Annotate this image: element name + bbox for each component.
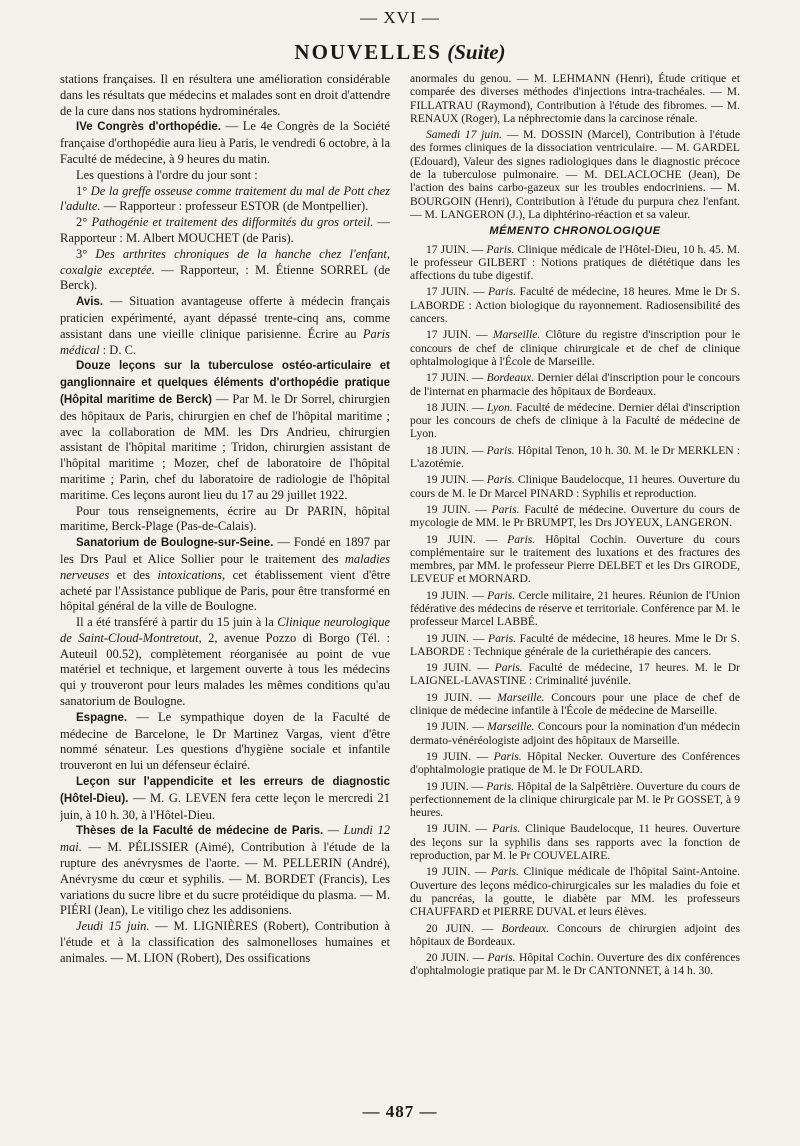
memento-entry	[410, 865, 740, 918]
paragraph-douze-lecons: Douze leçons sur la tuberculose ostéo-articulaire et ganglionnaire et quelques éléments d'orthopédie pratique (Hôpital maritime de Berck) — Par M. le Dr Sorrel, chirurgien des hôpitaux de Paris, chirurgien en chef de l'hôpital maritime ; avec la collaboration de MM. les Drs Andrieu, chirurgien assistant de l'hôpital maritime ; Tridon, chirurgien assistant de l'hôpital maritime ; Mozer, chef de laboratoire de l'hôpital maritime ; Parin, chef du laboratoire de radiologie de l'hôpital maritime. Ces leçons auront lieu du 17 au 29 juillet 1922.	[60, 360, 390, 502]
paragraph-sanatorium: Sanatorium de Boulogne-sur-Seine. — Fondé en 1897 par les Drs Paul et Alice Sollier pour le traitement des maladies nerveuses et des intoxications, cet établissement vient d'être acheté par l'Assistance publique de Paris, pour être transformé en hôpital général de la ville de Boulogne.	[60, 535, 390, 614]
section-head: Espagne.	[76, 711, 128, 724]
entry-place: Paris.	[493, 749, 522, 763]
entry-place: Paris.	[491, 502, 520, 516]
paragraph-lecon: Leçon sur l'appendicite et les erreurs de diagnostic (Hôtel-Dieu). — M. G. LEVEN fera cette leçon le mercredi 21 juin, à 10 h. 30, à l'Hôtel-Dieu.	[60, 776, 390, 822]
entry-place: Paris.	[507, 532, 536, 546]
entry-place: Paris.	[486, 473, 515, 487]
entry-place: Lyon.	[486, 400, 513, 414]
entry-place: Paris.	[488, 631, 517, 645]
paragraph: Pour tous renseignements, écrire au Dr PARIN, hôpital maritime, Berck-Plage (Pas-de-Calais).	[60, 503, 390, 534]
entry-text: Clinique médicale de l'Hôtel-Dieu, 10 h. 45. M. le professeur GILBERT : Notions pratiques de diététique dans les affections du tube digestif.	[410, 242, 740, 283]
memento-entry	[410, 444, 740, 471]
memento-entry	[410, 661, 740, 688]
entry-date: 19 JUIN. —	[426, 720, 488, 734]
entry-text: Hôpital de la Salpêtrière. Ouverture du cours de perfectionnement de la clinique chirurgicale par M. le Pr GOSSET, à 9 heures.	[410, 779, 740, 820]
entry-date: 19 JUIN. —	[426, 631, 489, 645]
entry-date: 19 JUIN. —	[426, 473, 487, 487]
paragraph: anormales du genou. — M. LEHMANN (Henri), Étude critique et comparée des diverses méthodes d'injections intra-trachéales. — M. FILLATRAU (Raymond), Contribution à l'étude des fibromes. — M. RENAUX (Roger), La néphrectomie dans la carcinose rénale.	[410, 72, 740, 125]
memento-entry	[410, 285, 740, 325]
entry-text: Faculté de médecine. Ouverture du cours de mycologie de MM. le Pr BRUMPT, les Drs JOYEUX, LANGERON.	[410, 502, 740, 530]
entry-place: Paris.	[486, 242, 515, 256]
entry-place: Bordeaux.	[501, 921, 550, 935]
entry-text: Clinique Baudelocque, 11 heures. Ouverture du cours de M. le Dr Marcel PINARD : Syphilis et reproduction.	[410, 473, 740, 500]
entry-date: 18 JUIN. —	[426, 443, 487, 457]
entry-place: Paris.	[486, 443, 515, 457]
entry-text: Concours pour la nomination d'un médecin dermato-vénéréologiste adjoint des hôpitaux de Marseille.	[410, 720, 740, 747]
entry-text: Faculté de médecine. Dernier délai d'inscription pour les concours de chefs de clinique à la Faculté de médecine de Lyon.	[410, 400, 740, 441]
entry-date: 18 JUIN. —	[426, 400, 487, 414]
entry-date: 19 JUIN. —	[426, 532, 508, 546]
memento-entry	[410, 371, 740, 398]
memento-entry	[410, 720, 740, 747]
entry-text: Clinique médicale de l'hôpital Saint-Antoine. Ouverture des leçons médico-chirurgicales sur les maladies du foie et du pancréas, la goutte, le diabète par MM. les professeurs CHAUFFARD et PIERRE DUVAL et leurs élèves.	[410, 865, 740, 919]
paragraph-avis: Avis. — Situation avantageuse offerte à médecin français praticien expérimenté, ayant dépassé trente-cinq ans, comme assistant dans une vieille clinique parisienne. Écrire au Paris médical : D. C.	[60, 294, 390, 357]
page-number: — 487 —	[362, 1102, 438, 1121]
paragraph-theses: Thèses de la Faculté de médecine de Paris. — Lundi 12 mai. — M. PÉLISSIER (Aimé), Contribution à l'étude de la rupture des anévrysmes de l'aorte. — M. PELLERIN (André), Anévrysme du cœur et syphilis. — M. BORDET (Francis), Les variations du sucre libre et du sucre protéidique du plasma. — M. PIÉRI (Jean), Le vitiligo chez les addisoniens.	[60, 823, 390, 918]
entry-date: 19 JUIN. —	[426, 502, 492, 516]
memento-entry	[410, 401, 740, 441]
page-heading	[0, 40, 800, 65]
memento-entry	[410, 750, 740, 777]
entry-date: 17 JUIN. —	[426, 285, 489, 299]
entry-text: Hôpital Cochin. Ouverture des dix conférences d'ophtalmologie pratique par M. le Dr CANTONNET, à 14 h. 30.	[410, 951, 740, 978]
memento-entry	[410, 243, 740, 283]
paragraph-congres: IVe Congrès d'orthopédie. — Le 4e Congrès de la Société française d'orthopédie aura lieu à Paris, le vendredi 6 octobre, à la Faculté de médecine, à 9 heures du matin.	[60, 119, 390, 166]
entry-place: Paris.	[492, 822, 521, 836]
entry-date: 19 JUIN. —	[426, 779, 487, 793]
question-2: 2° Pathogénie et traitement des difformités du gros orteil. — Rapporteur : M. Albert MOUCHET (de Paris).	[60, 215, 390, 245]
entry-date: 19 JUIN. —	[426, 749, 494, 763]
memento-list	[410, 243, 740, 978]
entry-date: 19 JUIN. —	[426, 822, 493, 836]
entry-date: 20 JUIN. —	[426, 951, 488, 965]
section-head: Avis.	[76, 296, 104, 309]
entry-place: Bordeaux.	[486, 371, 535, 385]
paragraph: stations françaises. Il en résultera une amélioration considérable dans les résultats que médecins et malades sont en droit d'attendre de la cure dans nos stations hydrominérales.	[60, 72, 390, 118]
section-head: Douze leçons sur la tuberculose ostéo-articulaire et ganglionnaire et quelques éléments d'orthopédie pratique (Hôpital maritime de Berck)	[60, 360, 390, 406]
entry-place: Paris.	[490, 865, 519, 879]
memento-entry	[410, 632, 740, 659]
heading-title: NOUVELLES	[294, 40, 442, 64]
section-head: IVe Congrès d'orthopédie.	[76, 121, 221, 134]
entry-text: Hôpital Tenon, 10 h. 30. M. le Dr MERKLEN : L'azotémie.	[410, 443, 740, 471]
entry-place: Paris.	[487, 951, 516, 965]
entry-text: Concours pour une place de chef de clinique de médecine infantile à l'École de médecine de Marseille.	[410, 690, 740, 718]
question-3: 3° Des arthrites chroniques de la hanche chez l'enfant, coxalgie exceptée. — Rapporteur, : M. Étienne SORREL (de Berck).	[60, 246, 390, 293]
entry-place: Marseille.	[487, 720, 535, 734]
section-head: Sanatorium de Boulogne-sur-Seine.	[76, 537, 274, 550]
entry-date: 19 JUIN. —	[426, 661, 495, 675]
entry-date: 20 JUIN. —	[426, 921, 502, 935]
memento-entry	[410, 780, 740, 820]
memento-entry	[410, 822, 740, 862]
entry-text: Faculté de médecine, 17 heures. M. le Dr LAIGNEL-LAVASTINE : Criminalité juvénile.	[410, 661, 740, 688]
entry-text: Clôture du registre d'inscription pour le concours de chef de clinique chirurgicale et de chef de clinique ophtalmologique à l'École de Marseille.	[410, 328, 740, 368]
entry-text: Faculté de médecine, 18 heures. Mme le Dr S. LABORDE : Action biologique du rayonnement. Radiosensibilité des cancers.	[410, 285, 740, 326]
memento-entry	[410, 589, 740, 629]
entry-text: Cercle militaire, 21 heures. Réunion de l'Union fédérative des médecins de réserve et territoriale. Conférence par M. le professeur Marcel LABBÉ.	[410, 588, 740, 629]
entry-place: Paris.	[486, 779, 515, 793]
memento-entry	[410, 922, 740, 949]
entry-date: 19 JUIN. —	[426, 865, 491, 879]
entry-text: Faculté de médecine, 18 heures. Mme le Dr S. LABORDE : Technique générale de la curiethérapie des cancers.	[410, 631, 740, 658]
memento-entry	[410, 533, 740, 586]
entry-date: 17 JUIN. —	[426, 328, 493, 342]
entry-date: 17 JUIN. —	[426, 371, 487, 385]
entry-place: Paris.	[494, 661, 523, 675]
entry-date: 19 JUIN. —	[426, 588, 488, 602]
entry-place: Paris.	[488, 285, 517, 299]
question-1: 1° De la greffe osseuse comme traitement du mal de Pott chez l'adulte. — Rapporteur : professeur ESTOR (de Montpellier).	[60, 183, 390, 214]
paragraph-espagne: Espagne. — Le sympathique doyen de la Faculté de médecine de Barcelone, le Dr Martinez Vargas, vient d'être nommé sénateur. Les questions d'hygiène sociale et infantile trouveront en lui un défenseur éclairé.	[60, 709, 390, 773]
entry-place: Paris.	[487, 588, 516, 602]
entry-date: 19 JUIN. —	[426, 690, 498, 704]
entry-text: Hôpital Necker. Ouverture des Conférences d'ophtalmologie pratique de M. le Dr FOULARD.	[410, 749, 740, 777]
section-head: Leçon sur l'appendicite et les erreurs de diagnostic (Hôtel-Dieu).	[60, 776, 390, 805]
paragraph-samedi: Samedi 17 juin. — M. DOSSIN (Marcel), Contribution à l'étude des formes cliniques de la dissociation ventriculaire. — M. GARDEL (Edouard), Valeur des signes radiologiques dans le diagnostic précoce de la tuberculose pulmonaire. — M. DELACLOCHE (Jean), De l'action des bains carbo-gazeux sur les troubles endocriniens. — M. BOURGOIN (Henri), Contribution à l'étude du purpura chez l'enfant. — M. LANGERON (J.), La diphtérino-réaction et sa valeur.	[410, 128, 740, 221]
page-roman-number: — XVI —	[360, 8, 440, 27]
memento-entry	[410, 951, 740, 978]
memento-entry	[410, 473, 740, 500]
paragraph-jeudi: Jeudi 15 juin. — M. LIGNIÈRES (Robert), Contribution à l'étude et à la classification des salmonelloses humaines et animales. — M. LION (Robert), Des ossifications	[60, 919, 390, 965]
memento-entry	[410, 328, 740, 368]
entry-place: Marseille.	[492, 328, 541, 342]
entry-text: Dernier délai d'inscription pour le concours de l'internat en pharmacie des hôpitaux de Bordeaux.	[410, 371, 740, 398]
memento-entry	[410, 691, 740, 718]
section-head: Thèses de la Faculté de médecine de Paris.	[76, 825, 324, 838]
right-column	[410, 72, 740, 1112]
entry-text: Hôpital Cochin. Ouverture du cours complémentaire sur le traitement des luxations et des fractures des membres, par MM. le professeur Pierre DELBET et les Drs GIRODE, LEVEUF et MORNARD.	[410, 532, 740, 586]
left-column	[60, 72, 390, 1098]
memento-title: MÉMENTO CHRONOLOGIQUE	[489, 225, 661, 238]
entry-text: Clinique Baudelocque, 11 heures. Ouverture des leçons sur la syphilis dans ses rapports avec la fonction de reproduction, par M. le Pr COUVELAIRE.	[410, 822, 740, 863]
heading-suffix: (Suite)	[447, 40, 506, 64]
paragraph: Les questions à l'ordre du jour sont :	[76, 167, 258, 182]
entry-date: 17 JUIN. —	[426, 242, 487, 256]
memento-entry	[410, 503, 740, 530]
entry-place: Marseille.	[497, 690, 545, 704]
entry-text: Concours de chirurgien adjoint des hôpitaux de Bordeaux.	[410, 921, 740, 948]
paragraph-transfert: Il a été transféré à partir du 15 juin à la Clinique neurologique de Saint-Cloud-Montretout, 2, avenue Pozzo di Borgo (Tél. : Auteuil 00.52), complètement réorganisée au point de vue matériel et technique, et largement ouverte à tous les médecins qui y trouveront pour leurs malades les mêmes conditions qu'au sanatorium de Boulogne.	[60, 615, 390, 709]
